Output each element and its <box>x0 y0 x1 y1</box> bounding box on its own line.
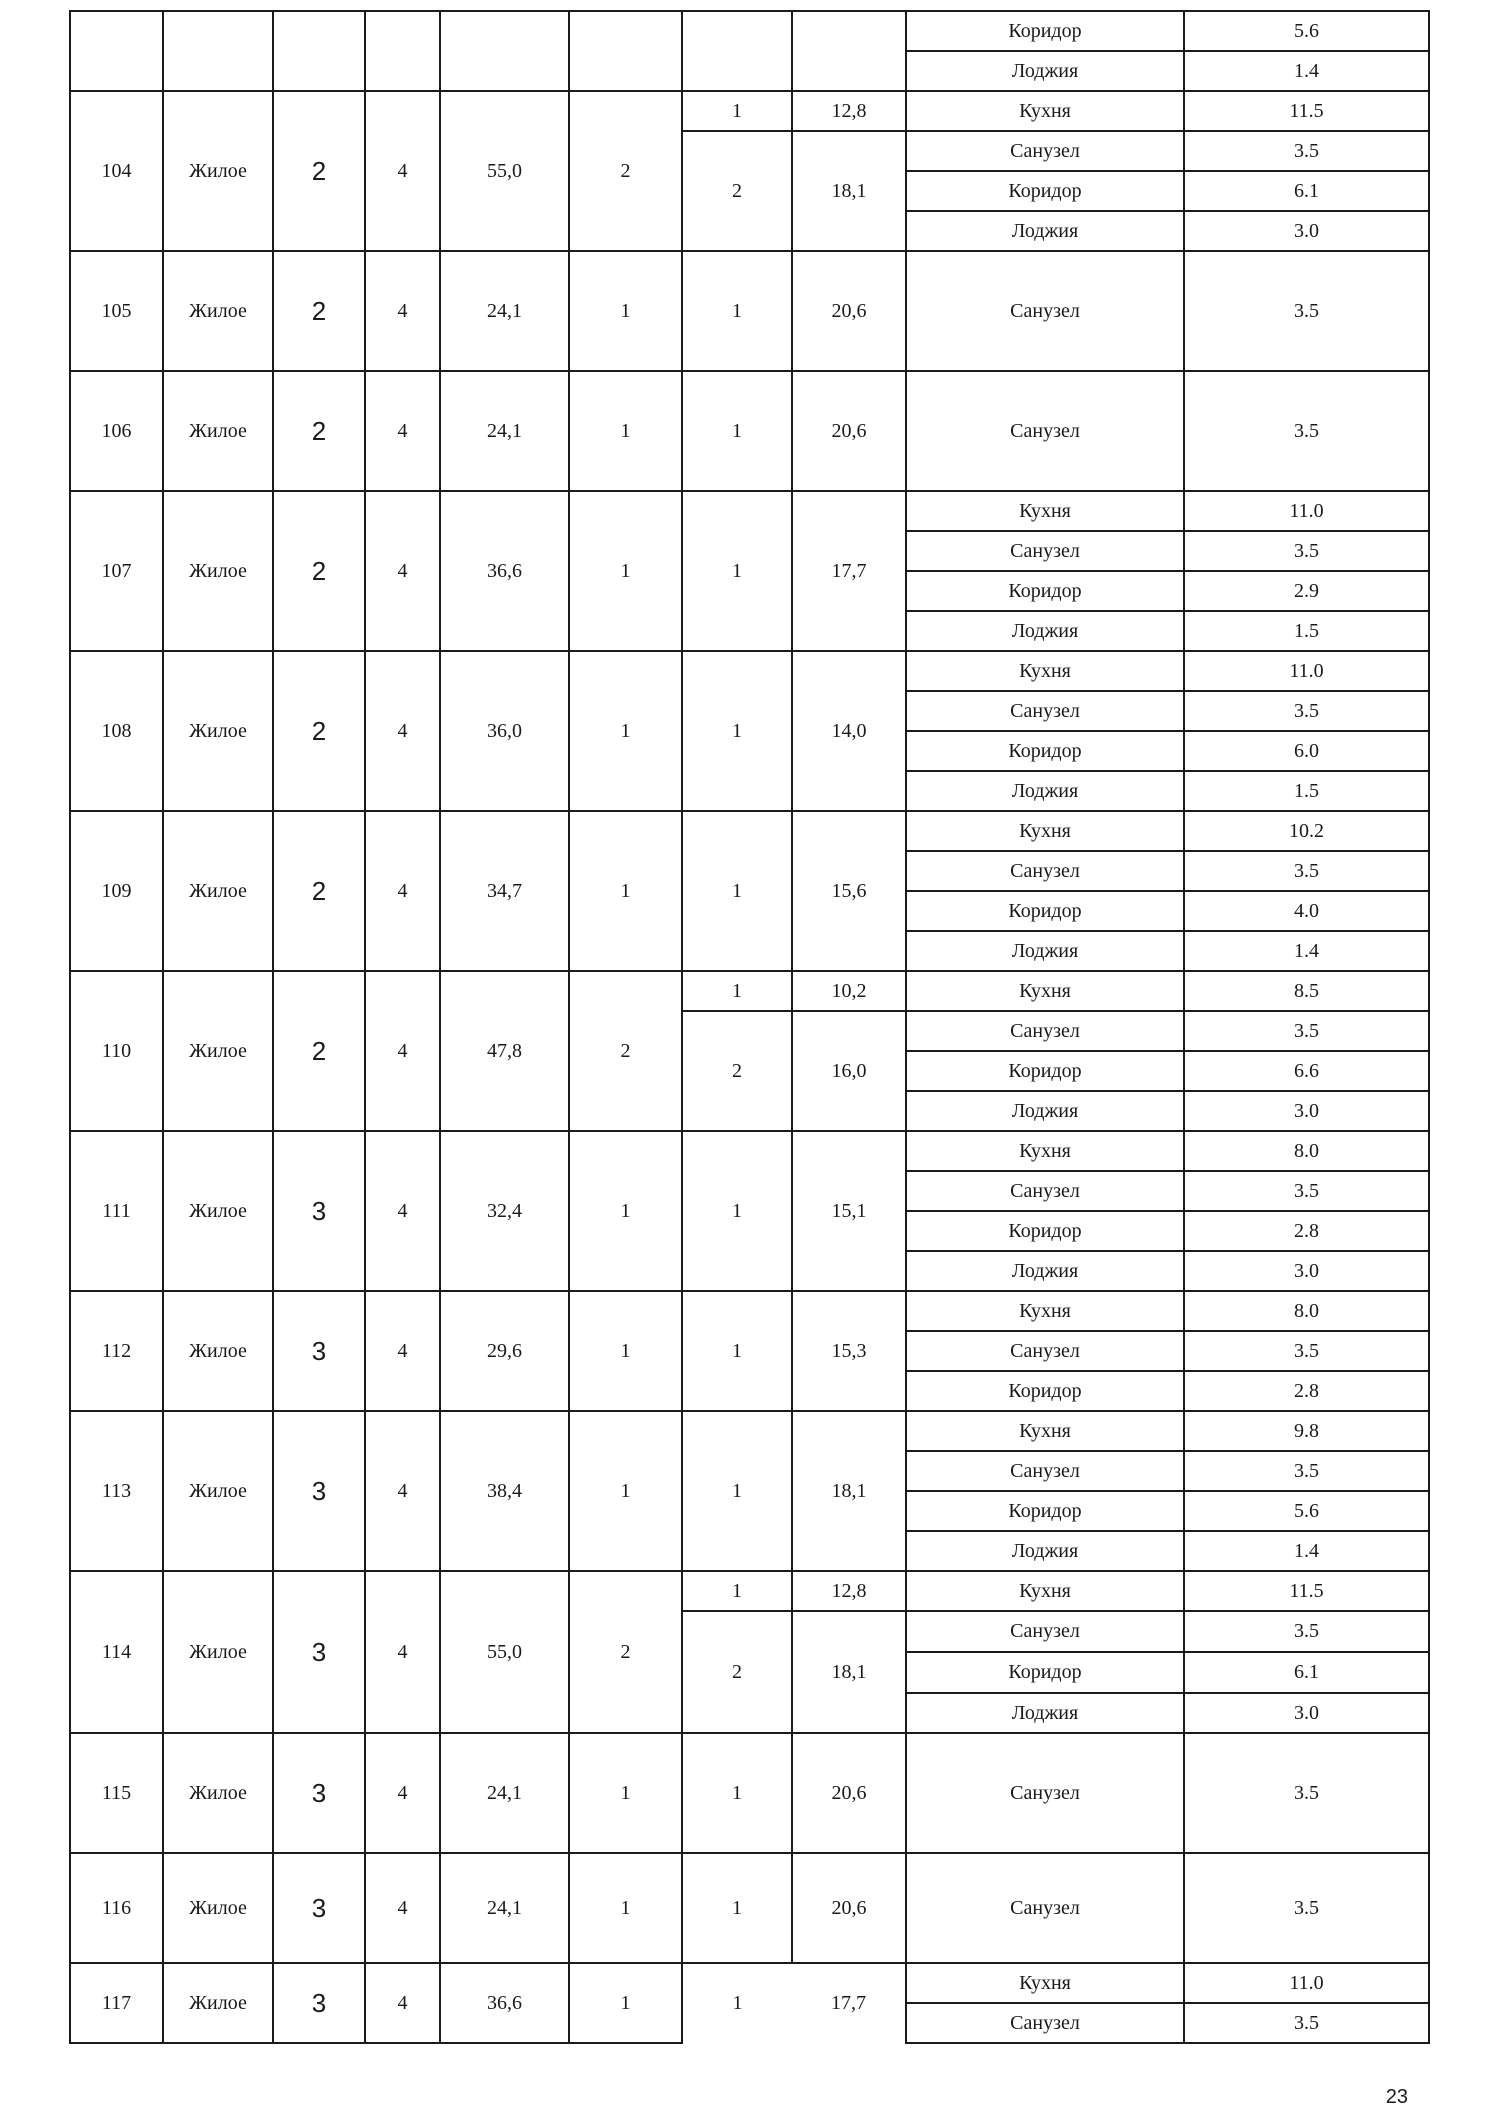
room-area: 3.5 <box>1184 851 1429 891</box>
apartment-room-count: 1 <box>569 251 682 371</box>
table-row <box>70 1963 1429 2003</box>
table-row <box>70 1571 1429 1611</box>
room-area: 3.5 <box>1184 1853 1429 1963</box>
apartment-col4: 4 <box>365 811 440 971</box>
room-name: Лоджия <box>906 931 1184 971</box>
apartment-floor: 3 <box>273 1963 365 2043</box>
room-area: 1.5 <box>1184 771 1429 811</box>
apartments-table <box>69 10 1430 2044</box>
living-room-area: 16,0 <box>792 1011 906 1131</box>
apartment-type: Жилое <box>163 1131 273 1291</box>
apartment-total-area: 24,1 <box>440 1733 569 1853</box>
living-room-area: 10,2 <box>792 971 906 1011</box>
apartment-col4: 4 <box>365 1571 440 1733</box>
apartment-floor: 3 <box>273 1131 365 1291</box>
room-name: Кухня <box>906 1963 1184 2003</box>
apartment-floor: 2 <box>273 651 365 811</box>
living-room-number: 1 <box>682 1853 792 1963</box>
table-row <box>70 91 1429 131</box>
room-name: Кухня <box>906 971 1184 1011</box>
apartment-room-count: 1 <box>569 811 682 971</box>
room-name: Лоджия <box>906 771 1184 811</box>
apartment-number: 108 <box>70 651 163 811</box>
living-room-area: 20,6 <box>792 371 906 491</box>
room-area: 11.0 <box>1184 651 1429 691</box>
table-row <box>70 811 1429 851</box>
apartment-total-area: 36,0 <box>440 651 569 811</box>
room-name: Кухня <box>906 1131 1184 1171</box>
apartment-floor: 2 <box>273 491 365 651</box>
table-row <box>70 651 1429 691</box>
room-area: 6.1 <box>1184 171 1429 211</box>
room-area: 3.5 <box>1184 131 1429 171</box>
room-area: 10.2 <box>1184 811 1429 851</box>
room-area: 6.6 <box>1184 1051 1429 1091</box>
room-name: Лоджия <box>906 51 1184 91</box>
apartment-total-area: 55,0 <box>440 91 569 251</box>
apartment-number: 117 <box>70 1963 163 2043</box>
room-name: Кухня <box>906 1291 1184 1331</box>
living-room-area: 17,7 <box>792 1963 906 2043</box>
living-room-area: 20,6 <box>792 1733 906 1853</box>
room-name: Коридор <box>906 571 1184 611</box>
living-room-area: 18,1 <box>792 1611 906 1733</box>
apartment-type: Жилое <box>163 1963 273 2043</box>
apartment-room-count: 1 <box>569 1853 682 1963</box>
room-name: Санузел <box>906 1171 1184 1211</box>
room-area: 9.8 <box>1184 1411 1429 1451</box>
room-name: Коридор <box>906 891 1184 931</box>
room-area: 3.5 <box>1184 2003 1429 2043</box>
apartment-floor: 2 <box>273 811 365 971</box>
room-area: 3.5 <box>1184 371 1429 491</box>
living-room-number: 1 <box>682 1963 792 2043</box>
room-area: 11.0 <box>1184 491 1429 531</box>
table-row <box>70 1411 1429 1451</box>
apartment-col4: 4 <box>365 1411 440 1571</box>
room-name: Кухня <box>906 91 1184 131</box>
room-area: 3.5 <box>1184 531 1429 571</box>
living-room-area: 18,1 <box>792 1411 906 1571</box>
room-area: 8.5 <box>1184 971 1429 1011</box>
living-room-area: 12,8 <box>792 1571 906 1611</box>
room-area: 3.5 <box>1184 1331 1429 1371</box>
living-room-number: 2 <box>682 1011 792 1131</box>
apartment-total-area: 24,1 <box>440 251 569 371</box>
room-area: 11.5 <box>1184 1571 1429 1611</box>
table-row <box>70 971 1429 1011</box>
living-room-area: 20,6 <box>792 1853 906 1963</box>
room-name: Санузел <box>906 251 1184 371</box>
room-area: 3.0 <box>1184 211 1429 251</box>
apartment-col4: 4 <box>365 1963 440 2043</box>
room-name: Кухня <box>906 491 1184 531</box>
apartment-type: Жилое <box>163 91 273 251</box>
apartment-type: Жилое <box>163 811 273 971</box>
apartment-type: Жилое <box>163 1853 273 1963</box>
apartment-total-area: 24,1 <box>440 1853 569 1963</box>
apartment-total-area: 34,7 <box>440 811 569 971</box>
room-name: Лоджия <box>906 1531 1184 1571</box>
apartment-col4: 4 <box>365 371 440 491</box>
room-name: Коридор <box>906 731 1184 771</box>
room-area: 11.5 <box>1184 91 1429 131</box>
room-name: Санузел <box>906 1451 1184 1491</box>
table-row <box>70 1291 1429 1331</box>
room-area: 3.5 <box>1184 1733 1429 1853</box>
room-area: 3.5 <box>1184 691 1429 731</box>
room-area: 4.0 <box>1184 891 1429 931</box>
apartment-type: Жилое <box>163 651 273 811</box>
apartment-type: Жилое <box>163 1411 273 1571</box>
living-room-number: 2 <box>682 1611 792 1733</box>
apartment-floor: 3 <box>273 1291 365 1411</box>
room-name: Коридор <box>906 1371 1184 1411</box>
room-name: Санузел <box>906 531 1184 571</box>
apartment-type: Жилое <box>163 251 273 371</box>
room-area: 3.5 <box>1184 1011 1429 1051</box>
room-name: Коридор <box>906 171 1184 211</box>
apartment-number: 111 <box>70 1131 163 1291</box>
apartment-number: 112 <box>70 1291 163 1411</box>
apartment-floor: 3 <box>273 1733 365 1853</box>
room-name: Санузел <box>906 2003 1184 2043</box>
apartment-type: Жилое <box>163 371 273 491</box>
room-name: Коридор <box>906 11 1184 51</box>
room-area: 5.6 <box>1184 11 1429 51</box>
apartment-floor: 3 <box>273 1853 365 1963</box>
room-name: Коридор <box>906 1211 1184 1251</box>
apartment-room-count: 1 <box>569 1291 682 1411</box>
table-row <box>70 1131 1429 1171</box>
living-room-area: 18,1 <box>792 131 906 251</box>
living-room-number: 1 <box>682 91 792 131</box>
room-name: Санузел <box>906 371 1184 491</box>
apartment-total-area: 36,6 <box>440 491 569 651</box>
apartment-total-area: 38,4 <box>440 1411 569 1571</box>
room-name: Коридор <box>906 1491 1184 1531</box>
room-area: 1.4 <box>1184 51 1429 91</box>
table-row <box>70 371 1429 491</box>
apartment-room-count: 2 <box>569 91 682 251</box>
room-area: 8.0 <box>1184 1291 1429 1331</box>
room-area: 3.5 <box>1184 1611 1429 1652</box>
room-area: 8.0 <box>1184 1131 1429 1171</box>
living-room-number: 1 <box>682 1291 792 1411</box>
apartment-room-count: 1 <box>569 1411 682 1571</box>
room-name: Санузел <box>906 131 1184 171</box>
living-room-area: 15,1 <box>792 1131 906 1291</box>
apartment-floor: 3 <box>273 1571 365 1733</box>
apartment-total-area: 32,4 <box>440 1131 569 1291</box>
table-row <box>70 1853 1429 1963</box>
room-area: 6.1 <box>1184 1652 1429 1693</box>
apartment-floor: 2 <box>273 251 365 371</box>
room-area: 5.6 <box>1184 1491 1429 1531</box>
apartment-total-area: 36,6 <box>440 1963 569 2043</box>
apartment-col4: 4 <box>365 651 440 811</box>
apartment-col4: 4 <box>365 971 440 1131</box>
apartment-number: 116 <box>70 1853 163 1963</box>
living-room-area: 15,6 <box>792 811 906 971</box>
living-room-number: 1 <box>682 651 792 811</box>
apartment-number: 115 <box>70 1733 163 1853</box>
room-area: 3.0 <box>1184 1693 1429 1733</box>
apartment-type: Жилое <box>163 1733 273 1853</box>
room-area: 3.0 <box>1184 1251 1429 1291</box>
room-name: Санузел <box>906 1733 1184 1853</box>
apartment-number: 105 <box>70 251 163 371</box>
room-name: Санузел <box>906 1611 1184 1652</box>
apartment-number: 104 <box>70 91 163 251</box>
room-area: 2.8 <box>1184 1371 1429 1411</box>
room-name: Санузел <box>906 691 1184 731</box>
apartment-room-count: 1 <box>569 371 682 491</box>
room-area: 1.4 <box>1184 1531 1429 1571</box>
apartment-room-count: 1 <box>569 651 682 811</box>
apartment-room-count: 1 <box>569 1733 682 1853</box>
room-area: 1.4 <box>1184 931 1429 971</box>
room-area: 1.5 <box>1184 611 1429 651</box>
apartment-type: Жилое <box>163 1291 273 1411</box>
room-name: Санузел <box>906 1853 1184 1963</box>
living-room-number: 1 <box>682 971 792 1011</box>
apartment-col4: 4 <box>365 1853 440 1963</box>
room-name: Кухня <box>906 811 1184 851</box>
apartment-number: 113 <box>70 1411 163 1571</box>
room-name: Санузел <box>906 1011 1184 1051</box>
room-area: 6.0 <box>1184 731 1429 771</box>
living-room-number: 1 <box>682 371 792 491</box>
table-row <box>70 251 1429 371</box>
apartment-total-area: 55,0 <box>440 1571 569 1733</box>
living-room-area: 20,6 <box>792 251 906 371</box>
room-area: 3.5 <box>1184 1171 1429 1211</box>
room-name: Лоджия <box>906 1251 1184 1291</box>
room-name: Санузел <box>906 851 1184 891</box>
apartment-type: Жилое <box>163 1571 273 1733</box>
room-name: Санузел <box>906 1331 1184 1371</box>
apartment-room-count: 1 <box>569 1131 682 1291</box>
living-room-area: 17,7 <box>792 491 906 651</box>
living-room-number: 1 <box>682 1411 792 1571</box>
apartment-room-count: 2 <box>569 971 682 1131</box>
living-room-number: 2 <box>682 131 792 251</box>
room-name: Лоджия <box>906 211 1184 251</box>
room-name: Коридор <box>906 1652 1184 1693</box>
living-room-number: 1 <box>682 491 792 651</box>
room-name: Кухня <box>906 1411 1184 1451</box>
room-area: 3.5 <box>1184 251 1429 371</box>
apartment-number: 107 <box>70 491 163 651</box>
living-room-number: 1 <box>682 1571 792 1611</box>
apartment-col4: 4 <box>365 1733 440 1853</box>
room-name: Лоджия <box>906 1091 1184 1131</box>
room-name: Кухня <box>906 651 1184 691</box>
apartment-total-area: 29,6 <box>440 1291 569 1411</box>
apartment-col4: 4 <box>365 1291 440 1411</box>
apartment-type: Жилое <box>163 491 273 651</box>
apartment-room-count: 2 <box>569 1571 682 1733</box>
room-name: Лоджия <box>906 1693 1184 1733</box>
apartment-floor: 3 <box>273 1411 365 1571</box>
apartment-room-count: 1 <box>569 491 682 651</box>
living-room-number: 1 <box>682 1733 792 1853</box>
apartment-number: 114 <box>70 1571 163 1733</box>
table-row <box>70 491 1429 531</box>
apartment-total-area: 47,8 <box>440 971 569 1131</box>
apartment-col4: 4 <box>365 91 440 251</box>
apartment-floor: 2 <box>273 91 365 251</box>
apartment-col4: 4 <box>365 1131 440 1291</box>
living-room-number: 1 <box>682 1131 792 1291</box>
apartment-floor: 2 <box>273 371 365 491</box>
room-area: 3.5 <box>1184 1451 1429 1491</box>
apartment-floor: 2 <box>273 971 365 1131</box>
apartment-total-area: 24,1 <box>440 371 569 491</box>
apartment-col4: 4 <box>365 251 440 371</box>
apartment-type: Жилое <box>163 971 273 1131</box>
room-area: 2.8 <box>1184 1211 1429 1251</box>
room-area: 11.0 <box>1184 1963 1429 2003</box>
living-room-number: 1 <box>682 811 792 971</box>
apartment-room-count: 1 <box>569 1963 682 2043</box>
room-name: Лоджия <box>906 611 1184 651</box>
apartment-number: 110 <box>70 971 163 1131</box>
table-row <box>70 1733 1429 1853</box>
room-area: 3.0 <box>1184 1091 1429 1131</box>
living-room-number: 1 <box>682 251 792 371</box>
room-name: Коридор <box>906 1051 1184 1091</box>
room-name: Кухня <box>906 1571 1184 1611</box>
room-area: 2.9 <box>1184 571 1429 611</box>
apartment-number: 109 <box>70 811 163 971</box>
living-room-area: 15,3 <box>792 1291 906 1411</box>
table-row <box>70 11 1429 51</box>
page-number: 23 <box>1385 2086 1408 2108</box>
living-room-area: 14,0 <box>792 651 906 811</box>
living-room-area: 12,8 <box>792 91 906 131</box>
apartment-col4: 4 <box>365 491 440 651</box>
apartment-number: 106 <box>70 371 163 491</box>
